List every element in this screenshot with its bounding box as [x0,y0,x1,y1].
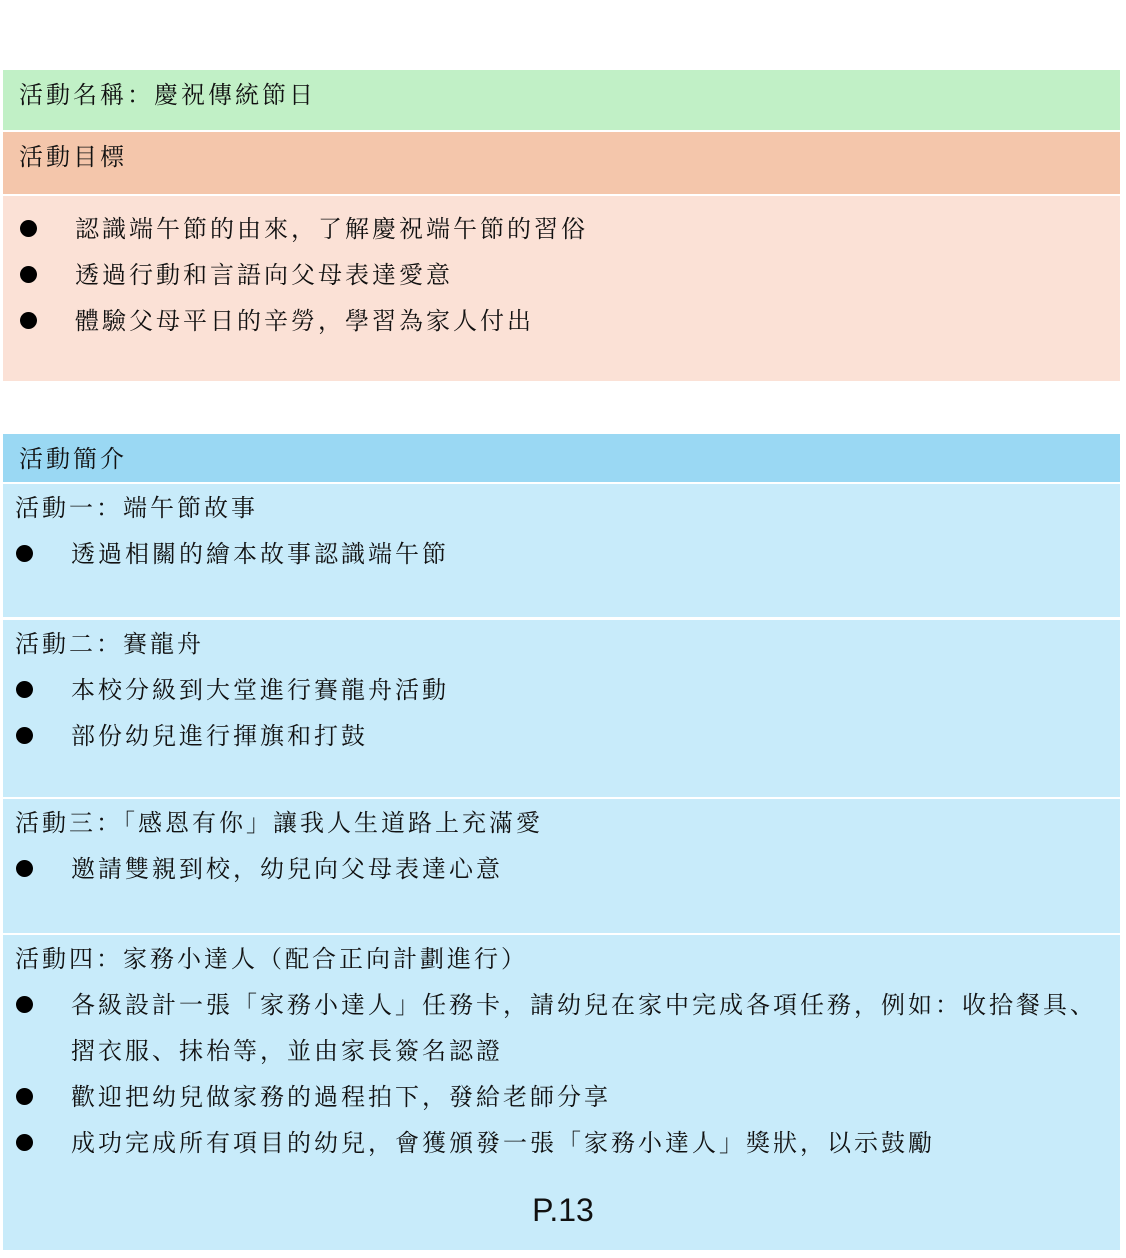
bullet-icon [16,727,33,744]
activity-4-title: 活動四：家務小達人（配合正向計劃進行） [15,945,528,973]
activity-item-text: 邀請雙親到校，幼兒向父母表達心意 [71,855,503,883]
goals-body [3,196,1120,381]
activity-name: 活動名稱：慶祝傳統節日 [19,81,316,109]
bullet-icon [16,681,33,698]
bullet-icon [20,220,37,237]
bullet-icon [16,1088,33,1105]
bullet-icon [16,996,33,1013]
goals-header [3,132,1120,194]
intro-header [3,434,1120,482]
activity-name-row [3,70,1120,130]
bullet-icon [16,860,33,877]
page-number: P.13 [532,1192,594,1228]
list-item [3,252,1120,298]
activity-3-title: 活動三：「感恩有你」讓我人生道路上充滿愛 [15,809,543,837]
activity-2-title: 活動二：賽龍舟 [15,630,204,658]
activity-item-text: 部份幼兒進行揮旗和打鼓 [71,722,368,750]
activity-2-list [3,667,1120,759]
list-item [3,1074,1098,1120]
activity-2-section [3,620,1120,797]
activity-item-text: 本校分級到大堂進行賽龍舟活動 [71,676,449,704]
activity-4-list [3,982,1098,1166]
list-item [3,298,1120,344]
activity-3-section [3,799,1120,933]
activity-1-list [3,531,1120,577]
goal-text: 透過行動和言語向父母表達愛意 [75,261,453,289]
activity-1-title: 活動一：端午節故事 [15,494,258,522]
list-item [3,531,1120,577]
list-item [3,713,1120,759]
goal-text: 認識端午節的由來，了解慶祝端午節的習俗 [75,215,588,243]
list-item [3,1120,1098,1166]
activity-3-list [3,846,1120,892]
goal-text: 體驗父母平日的辛勞，學習為家人付出 [75,307,534,335]
list-item [3,982,1098,1074]
activity-item-text: 成功完成所有項目的幼兒，會獲頒發一張「家務小達人」獎狀，以示鼓勵 [71,1129,935,1157]
list-item [3,667,1120,713]
activity-item-text: 各級設計一張「家務小達人」任務卡，請幼兒在家中完成各項任務，例如：收拾餐具、摺衣服、抹枱等，並由家長簽名認證 [71,991,1097,1065]
activity-item-text: 透過相關的繪本故事認識端午節 [71,540,449,568]
intro-title: 活動簡介 [19,445,127,473]
bullet-icon [16,545,33,562]
goals-title: 活動目標 [19,143,127,171]
activity-1-section [3,484,1120,617]
activity-item-text: 歡迎把幼兒做家務的過程拍下，發給老師分享 [71,1083,611,1111]
bullet-icon [20,266,37,283]
list-item [3,846,1120,892]
list-item [3,206,1120,252]
bullet-icon [20,312,37,329]
bullet-icon [16,1134,33,1151]
goals-list [3,206,1120,344]
